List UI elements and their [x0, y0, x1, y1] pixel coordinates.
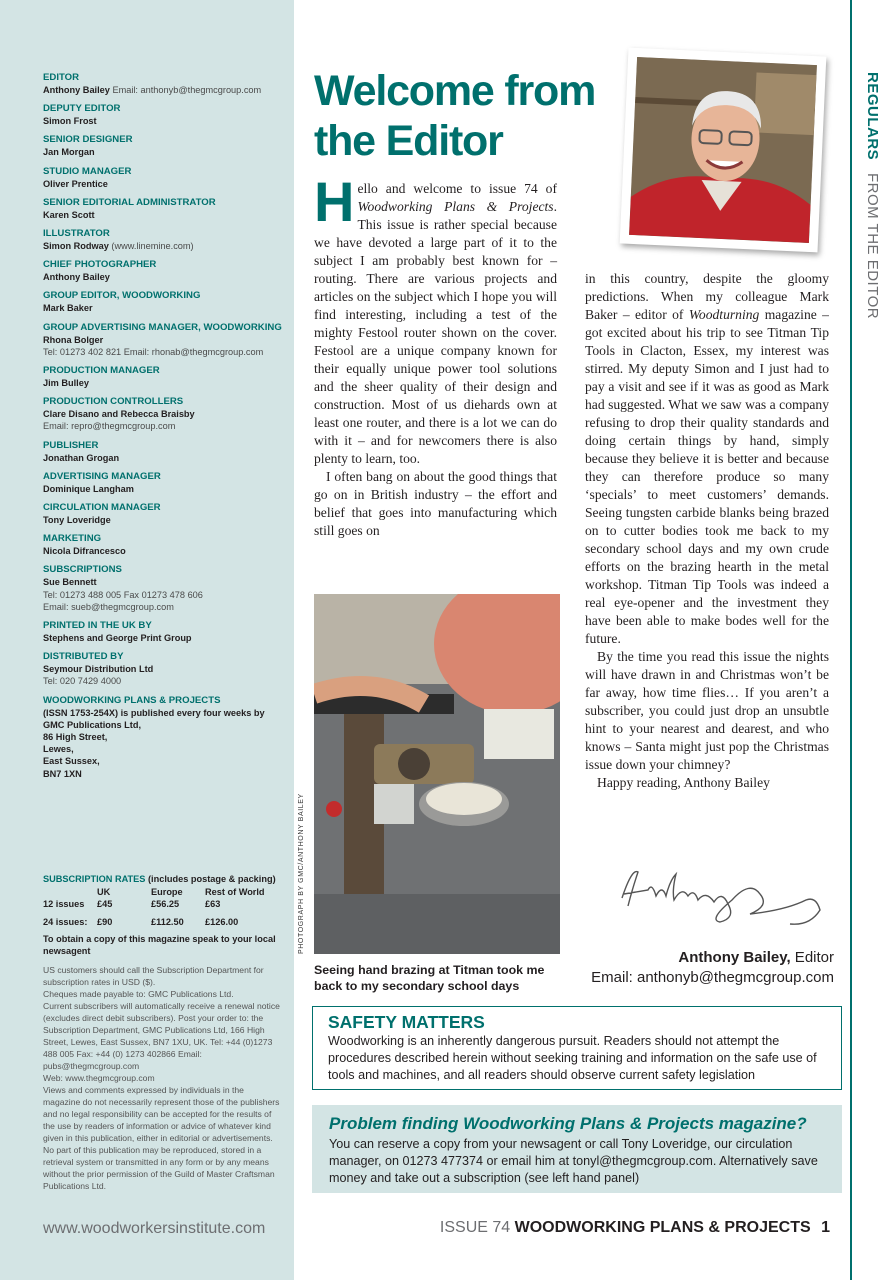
brazing-photo-illustration — [314, 594, 560, 954]
masthead-role — [43, 502, 283, 526]
rates-cell: £112.50 — [151, 917, 184, 927]
page-number: 1 — [821, 1219, 830, 1236]
masthead-person-name: Stephens and George Print Group — [43, 633, 192, 644]
masthead-role-title: ILLUSTRATOR — [43, 228, 110, 240]
masthead-person — [43, 377, 283, 389]
rates-cell: £90 — [97, 917, 113, 927]
masthead-person-name: Karen Scott — [43, 209, 95, 220]
masthead-role-title: EDITOR — [43, 72, 80, 83]
problem-title: Problem finding Woodworking Plans & Projects magazine? — [329, 1114, 807, 1133]
page-footer — [440, 1219, 830, 1237]
masthead-role — [43, 651, 283, 687]
masthead-person — [43, 271, 283, 283]
article-paragraph: I often bang on about the good things that go on in British industry – the effort and belief that goes into manufacturing which still goes on — [314, 469, 557, 538]
small-print: US customers should call the Subscription Department for subscription rates in USD ($). Cheques made payable to: GMC Publications Ltd. Current subscribers will automatically receive a renewal notice (excludes direct debit subscribers). Post your order to: the Subscription Department, GMC Publications Ltd, 166 High Street, Lewes, East Sussex, BN7 1XU, UK. Tel: +44 (0)1273 488 005 Fax: +44 (0) 1273 402866 Email: pubs@thegmcgroup.com Web: www.thegmcgroup.com Views and comments expressed by individuals in the magazine do not necessarily represent those of the publishers and no legal responsibility can be accepted for the results of the use by readers of information or advice of whatever kind given in this publication, either in editorial or advertisements. No part of this publication may be reproduced, stored in a retrieval system or transmitted in any form or by any means without the prior permission of the Guild of Master Craftsman Publications Ltd. — [43, 965, 280, 1191]
article-paragraph: Hello and welcome to issue 74 of Woodworking Plans & Projects. This issue is rather special because we have devoted a large part of it to the subject I am probably best known for – routing. There are various projects and articles on the subject which I hope you will find interesting, including a test of the mighty Festool router shown on the cover. Festool are a unique company known for their equally unique power tool solutions and the sheer quality of their design and construction. Most of us diehards own at least one router, and there is a lot we can do with it – and for newcomers there is also plenty to learn, too. — [314, 170, 557, 466]
masthead-person-name: 86 High Street, — [43, 732, 108, 743]
masthead-contact: Email: repro@thegmcgroup.com — [43, 421, 176, 432]
masthead-person — [43, 743, 283, 755]
problem-body: You can reserve a copy from your newsagent or call Tony Loveridge, our circulation manager, on 01273 477374 or email him at tonyl@thegmcgroup.com. Alternatively save money and take out a subscription (see left hand panel) — [329, 1137, 818, 1185]
masthead-person-name: Jan Morgan — [43, 147, 95, 158]
rates-cell: £63 — [205, 899, 221, 909]
rates-header: UK — [97, 887, 111, 897]
rates-table — [43, 886, 265, 928]
masthead-person-name: (ISSN 1753-254X) is published every four weeks by — [43, 707, 265, 718]
rates-cell: £56.25 — [151, 899, 180, 909]
masthead-person — [43, 731, 283, 743]
safety-matters-box — [312, 1006, 842, 1090]
editor-signature — [610, 860, 835, 935]
masthead-role-title: CHIEF PHOTOGRAPHER — [43, 259, 157, 271]
editor-portrait — [620, 48, 827, 253]
masthead-person — [43, 755, 283, 767]
masthead-panel — [0, 0, 294, 1280]
masthead-role — [43, 620, 283, 644]
masthead-person — [43, 178, 283, 190]
editor-role: Editor — [790, 949, 834, 966]
masthead-role — [43, 259, 283, 283]
editor-signoff — [585, 948, 834, 988]
editor-portrait-illustration — [629, 57, 817, 243]
rates-header: Europe — [151, 887, 183, 897]
article-column-2 — [585, 270, 829, 792]
masthead-role — [43, 440, 283, 464]
masthead-role-title: MARKETING — [43, 533, 102, 545]
masthead-person — [43, 514, 283, 526]
masthead-role — [43, 396, 283, 432]
masthead-person-name: Jonathan Grogan — [43, 452, 120, 463]
masthead-person-name: Rhona Bolger — [43, 334, 104, 345]
website-url[interactable]: www.woodworkersinstitute.com — [43, 1220, 266, 1237]
photo-caption: Seeing hand brazing at Titman took me back to my secondary school days — [314, 963, 545, 993]
masthead-person-name: BN7 1XN — [43, 768, 82, 779]
masthead-person-name: GMC Publications Ltd, — [43, 719, 141, 730]
masthead-person-name: Jim Bulley — [43, 378, 89, 389]
masthead-person-name: Anthony Bailey — [43, 85, 110, 95]
masthead-role-title: SENIOR EDITORIAL ADMINISTRATOR — [43, 196, 216, 208]
editor-name: Anthony Bailey, — [678, 949, 791, 966]
rates-cell: 24 issues: — [43, 917, 88, 927]
masthead-contact: Email: sueb@thegmcgroup.com — [43, 601, 174, 612]
masthead-person-name: Sue Bennett — [43, 577, 97, 588]
article-paragraph: Happy reading, Anthony Bailey — [597, 775, 770, 790]
photo-credit: PHOTOGRAPH BY GMC/ANTHONY BAILEY — [298, 793, 305, 954]
masthead-person-name: Simon Frost — [43, 116, 97, 127]
masthead-role — [43, 228, 283, 252]
masthead-person — [43, 302, 283, 314]
masthead-role-title: CIRCULATION MANAGER — [43, 502, 161, 514]
masthead-role-title: DEPUTY EDITOR — [43, 103, 121, 115]
masthead-role-title: PRINTED IN THE UK BY — [43, 620, 152, 632]
masthead-person — [43, 719, 283, 731]
masthead-person — [43, 768, 283, 780]
masthead-role-title: ADVERTISING MANAGER — [43, 470, 161, 482]
masthead-role — [43, 322, 283, 358]
article-paragraph: in this country, despite the gloomy predictions. When my colleague Mark Baker – editor of Woodturning magazine – got excited about his trip to see Titman Tip Tools in Clacton, Essex, my interest was stirred. My deputy Simon and I just had to pay a visit and see if it was as good as Mark had suggested. What we saw was a company refusing to drop their quality standards and doing certain things by hand, simply because they believe it is better and because they can therefore produce so many ‘specials’ to meet customers’ demands. Seeing tungsten carbide blanks being brazed on to cutter bodies took me back to my secondary school days and my own crude efforts on the brazing hearth in the metal workshop. Titman Tip Tools was indeed a real eye-opener and the investment they have been able to make bodes well for the future. — [585, 271, 829, 646]
masthead-person-name: East Sussex, — [43, 756, 100, 767]
issue-number: ISSUE 74 — [439, 1219, 511, 1236]
safety-title: SAFETY MATTERS — [328, 1012, 485, 1032]
masthead-role — [43, 290, 283, 314]
masthead-role — [43, 72, 283, 96]
masthead-person — [43, 545, 283, 557]
masthead-person — [43, 146, 283, 158]
masthead-person — [43, 240, 283, 252]
masthead-role-title: SUBSCRIPTIONS — [43, 564, 122, 576]
rates-note: (includes postage & packing) — [148, 874, 276, 884]
masthead-person-name: Seymour Distribution Ltd — [43, 664, 154, 675]
masthead-role-title: WOODWORKING PLANS & PROJECTS — [43, 694, 221, 706]
masthead-person-name: Dominique Langham — [43, 483, 134, 494]
masthead-person — [43, 707, 283, 719]
masthead-person — [43, 115, 283, 127]
masthead-contact: Tel: 01273 402 821 Email: rhonab@thegmcgroup.com — [43, 346, 264, 357]
masthead-role — [43, 365, 283, 389]
brazing-photo — [314, 594, 560, 954]
masthead-person — [43, 334, 283, 346]
masthead-person-name: Nicola Difrancesco — [43, 546, 126, 557]
subscription-rates — [43, 873, 283, 1192]
masthead-person-name: Lewes, — [43, 744, 74, 755]
rates-cell: £126.00 — [205, 917, 239, 927]
masthead-person-name: Mark Baker — [43, 303, 93, 314]
masthead-person — [43, 84, 283, 96]
rates-cell: £45 — [97, 899, 113, 909]
rates-title: SUBSCRIPTION RATES — [43, 874, 146, 884]
masthead-person-name: Oliver Prentice — [43, 178, 108, 189]
masthead-role — [43, 166, 283, 190]
masthead-person — [43, 632, 283, 644]
masthead-role — [43, 533, 283, 557]
article-column-1 — [314, 170, 557, 540]
masthead-contact: Tel: 020 7429 4000 — [43, 676, 122, 687]
right-border-rule — [850, 0, 852, 1280]
masthead-person-name: Tony Loveridge — [43, 515, 111, 526]
masthead-person-extra: Email: anthonyb@thegmcgroup.com — [112, 85, 262, 95]
masthead-role — [43, 695, 283, 780]
masthead-role-title: DISTRIBUTED BY — [43, 651, 124, 663]
masthead-role-title: GROUP EDITOR, WOODWORKING — [43, 290, 201, 302]
masthead-role-title: PRODUCTION CONTROLLERS — [43, 396, 184, 408]
masthead-role — [43, 134, 283, 158]
masthead-role — [43, 564, 283, 613]
masthead-person — [43, 576, 283, 588]
staff-list — [43, 72, 283, 787]
editor-email[interactable]: Email: anthonyb@thegmcgroup.com — [591, 969, 834, 986]
masthead-person — [43, 483, 283, 495]
masthead-contact: Tel: 01273 488 005 Fax 01273 478 606 — [43, 589, 203, 600]
problem-finding-box — [312, 1105, 842, 1193]
section-tag — [864, 72, 881, 319]
masthead-role — [43, 197, 283, 221]
masthead-role-title: SENIOR DESIGNER — [43, 134, 133, 146]
obtain-note: To obtain a copy of this magazine speak to your local newsagent — [43, 934, 276, 956]
magazine-name: WOODWORKING PLANS & PROJECTS — [514, 1219, 811, 1236]
masthead-person-extra: (www.linemine.com) — [111, 241, 194, 252]
article-paragraph: By the time you read this issue the nights will have drawn in and Christmas won’t be far away, how time flies… If you aren’t a subscriber, you could just drop an unsubtle hint to your nearest and dearest, and who knows – Santa might just pop the Christmas issue down your chimney? — [585, 649, 829, 772]
masthead-role-title: PRODUCTION MANAGER — [43, 365, 160, 377]
rates-header — [43, 886, 97, 898]
masthead-role — [43, 103, 283, 127]
drop-cap: H — [314, 170, 355, 233]
section-tag-main: REGULARS — [864, 72, 881, 161]
safety-body: Woodworking is an inherently dangerous pursuit. Readers should not attempt the procedures described herein without seeking training and information on the safe use of tools and machines, and all readers should observe current safety legislation — [328, 1034, 817, 1082]
section-tag-sub: FROM THE EDITOR — [864, 172, 881, 319]
masthead-person — [43, 408, 283, 420]
masthead-person — [43, 663, 283, 675]
rates-header: Rest of World — [205, 887, 265, 897]
masthead-role — [43, 471, 283, 495]
masthead-person-name: Clare Disano and Rebecca Braisby — [43, 409, 195, 420]
masthead-person-name: Simon Rodway — [43, 241, 109, 252]
masthead-person — [43, 452, 283, 464]
masthead-role-title: GROUP ADVERTISING MANAGER, WOODWORKING — [43, 321, 282, 333]
masthead-role-title: STUDIO MANAGER — [43, 165, 132, 177]
masthead-person-name: Anthony Bailey — [43, 272, 110, 283]
masthead-person — [43, 209, 283, 221]
masthead-role-title: PUBLISHER — [43, 439, 99, 451]
rates-cell: 12 issues — [43, 899, 85, 909]
page-title: Welcome from the Editor — [314, 67, 596, 165]
